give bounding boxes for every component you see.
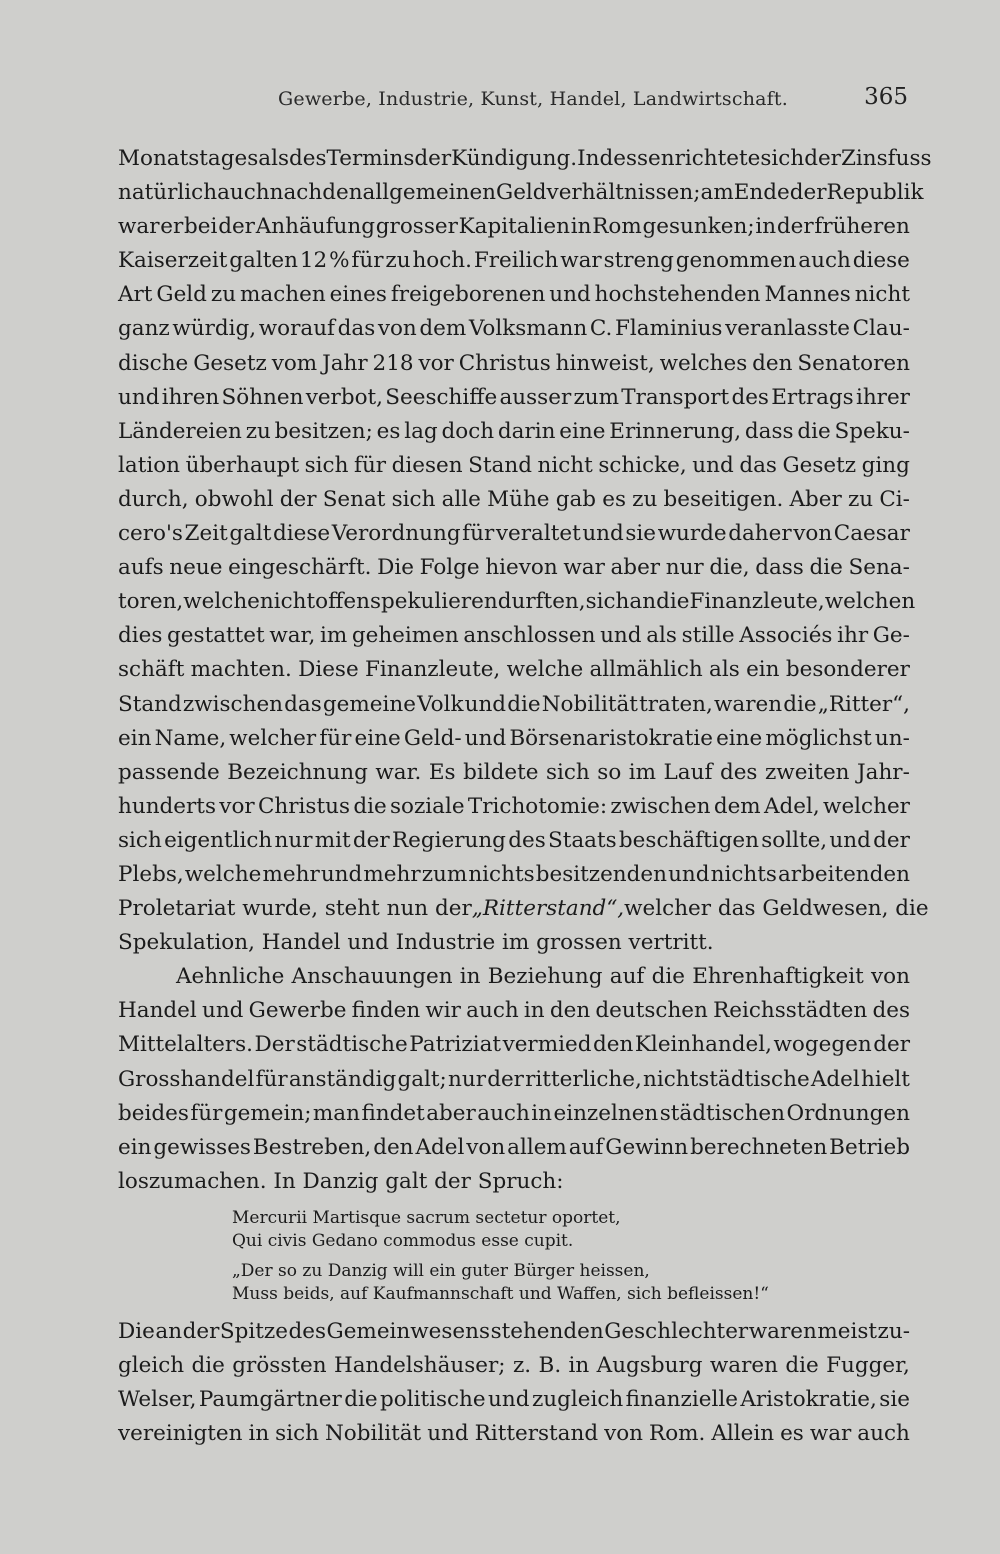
text-line: toren, welche nicht offen spekulieren durften, sich an die Finanzleute, welchen xyxy=(118,589,916,615)
text-line: durch, obwohl der Senat sich alle Mühe gab es zu beseitigen. Aber zu Ci- xyxy=(118,486,910,512)
body-text xyxy=(118,142,932,1451)
text-line: passende Bezeichnung war. Es bildete sich so im Lauf des zweiten Jahr- xyxy=(118,759,910,785)
text-line: Art Geld zu machen eines freigeborenen und hochstehenden Mannes nicht xyxy=(118,282,910,308)
paragraph-1 xyxy=(118,142,932,960)
text-line: sich eigentlich nur mit der Regierung des Staats beschäftigen sollte, und der xyxy=(118,827,910,853)
text-line: beides für gemein; man findet aber auch in einzelnen städtischen Ordnungen xyxy=(118,1100,910,1126)
emphasis-ritterstand: „Ritterstand“, xyxy=(471,896,625,922)
text-line: ein Name, welcher für eine Geld- und Börsenaristokratie eine möglichst un- xyxy=(118,725,910,751)
text-line: Ländereien zu besitzen; es lag doch darin eine Erinnerung, dass die Speku- xyxy=(118,418,910,444)
running-title: Gewerbe, Industrie, Kunst, Handel, Landwirtschaft. xyxy=(278,88,788,110)
text-line: Handel und Gewerbe finden wir auch in den deutschen Reichsstädten des xyxy=(118,998,910,1024)
text-line: Grosshandel für anständig galt; nur der ritterliche, nichtstädtische Adel hielt xyxy=(118,1066,910,1092)
text-line: aufs neue eingeschärft. Die Folge hievon war aber nur die, dass die Sena- xyxy=(118,555,910,581)
text-line: natürlich auch nach den allgemeinen Geldverhältnissen; am Ende der Republik xyxy=(118,180,924,206)
text-line: dies gestattet war, im geheimen anschlossen und als stille Associés ihr Ge- xyxy=(118,623,910,649)
page-number: 365 xyxy=(864,84,908,110)
quote-line-latin: Qui civis Gedano commodus esse cupit. xyxy=(232,1231,574,1252)
text-line: Die an der Spitze des Gemeinwesens stehenden Geschlechter waren meist zu- xyxy=(118,1318,910,1344)
text-line-last: loszumachen. In Danzig galt der Spruch: xyxy=(118,1168,564,1194)
text-line: ein gewisses Bestreben, den Adel von allem auf Gewinn berechneten Betrieb xyxy=(118,1134,910,1160)
text-line: Stand zwischen das gemeine Volk und die Nobilität traten, waren die „Ritter“, xyxy=(118,691,910,717)
line-part: Proletariat wurde, steht nun der xyxy=(118,896,472,922)
text-line: dische Gesetz vom Jahr 218 vor Christus hinweist, welches den Senatoren xyxy=(118,350,910,376)
running-head xyxy=(118,84,908,128)
text-line: lation überhaupt sich für diesen Stand nicht schicke, und das Gesetz ging xyxy=(118,452,910,478)
text-line-ritterstand xyxy=(118,892,929,926)
text-line: vereinigten in sich Nobilität und Ritterstand von Rom. Allein es war auch xyxy=(118,1421,910,1447)
quote-line-german: Muss beids, auf Kaufmannschaft und Waffen, sich befleissen!“ xyxy=(232,1284,769,1305)
danzig-saying xyxy=(232,1207,910,1307)
paragraph-2 xyxy=(118,960,910,1199)
text-line: Kaiserzeit galten 12 % für zu hoch. Freilich war streng genommen auch diese xyxy=(118,248,910,274)
text-line: Monatstages als des Termins der Kündigung. Indessen richtete sich der Zinsfuss xyxy=(118,146,932,171)
text-line: cero's Zeit galt diese Verordnung für veraltet und sie wurde daher von Caesar xyxy=(118,521,910,547)
text-line: und ihren Söhnen verbot, Seeschiffe ausser zum Transport des Ertrags ihrer xyxy=(118,384,910,410)
line-part: welcher das Geldwesen, die xyxy=(624,896,929,922)
text-line-last: Spekulation, Handel und Industrie im grossen vertritt. xyxy=(118,930,714,956)
quote-line-german: „Der so zu Danzig will ein guter Bürger heissen, xyxy=(232,1260,650,1281)
quote-line-latin: Mercurii Martisque sacrum sectetur oportet, xyxy=(232,1207,621,1228)
paragraph-3 xyxy=(118,1315,910,1451)
text-line-indented: Aehnliche Anschauungen in Beziehung auf die Ehrenhaftigkeit von xyxy=(176,964,910,990)
text-line: Welser, Paumgärtner die politische und zugleich finanzielle Aristokratie, sie xyxy=(118,1387,910,1413)
text-line: war er bei der Anhäufung grosser Kapitalien in Rom gesunken; in der früheren xyxy=(118,214,910,240)
text-line: gleich die grössten Handelshäuser; z. B. in Augsburg waren die Fugger, xyxy=(118,1353,910,1378)
text-line: ganz würdig, worauf das von dem Volksmann C. Flaminius veranlasste Clau- xyxy=(118,316,910,342)
text-line: schäft machten. Diese Finanzleute, welche allmählich als ein besonderer xyxy=(118,657,910,683)
text-line: Mittelalters. Der städtische Patriziat vermied den Kleinhandel, wogegen der xyxy=(118,1032,910,1058)
text-line: hunderts vor Christus die soziale Trichotomie: zwischen dem Adel, welcher xyxy=(118,793,910,819)
text-line: Plebs, welche mehr und mehr zum nichts besitzenden und nichts arbeitenden xyxy=(118,861,910,887)
